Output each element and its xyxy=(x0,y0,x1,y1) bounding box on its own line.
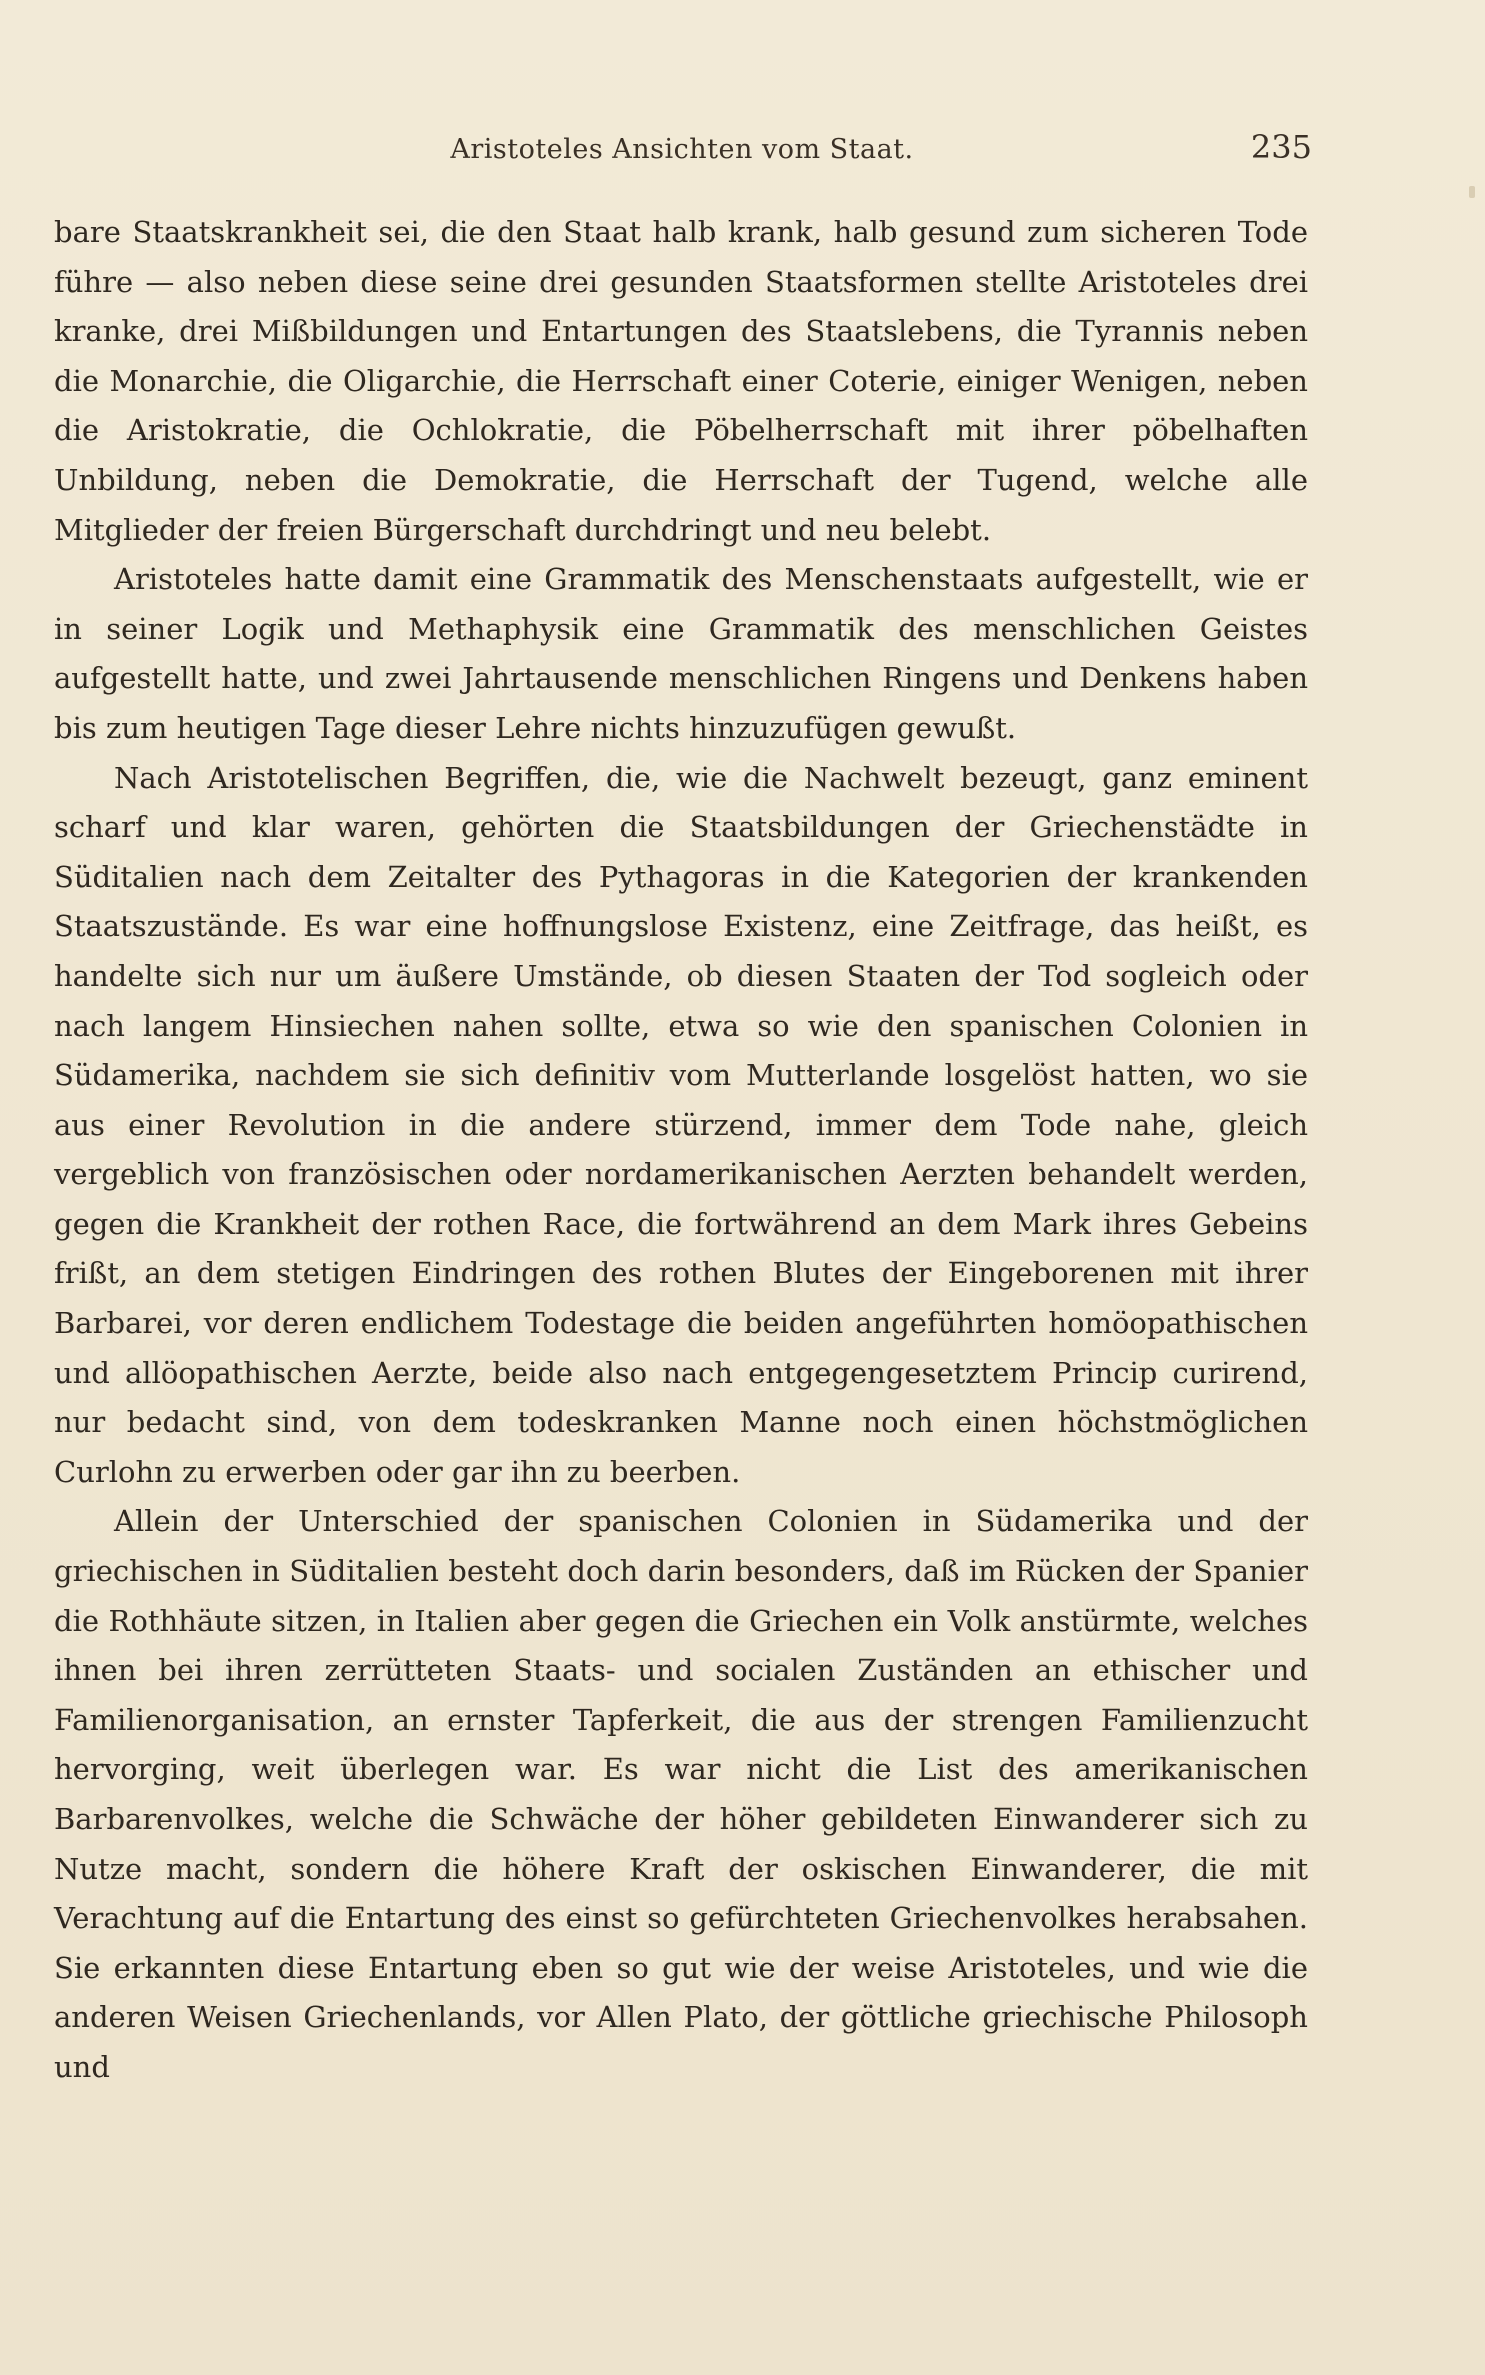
running-title: Aristoteles Ansichten vom Staat. xyxy=(450,134,914,165)
page-header xyxy=(52,128,1312,172)
paragraph-3: Nach Aristotelischen Begriffen, die, wie die Nachwelt bezeugt, ganz eminent scharf und klar waren, gehörten die Staatsbildungen der Griechenstädte in Süditalien nach dem Zeitalter des Pythagoras in die Kategorien der krankenden Staatszustände. Es war eine hoffnungslose Existenz, eine Zeitfrage, das heißt, es handelte sich nur um äußere Umstände, ob diesen Staaten der Tod sogleich oder nach langem Hinsiechen nahen sollte, etwa so wie den spanischen Colonien in Südamerika, nachdem sie sich definitiv vom Mutterlande losgelöst hatten, wo sie aus einer Revolution in die andere stürzend, immer dem Tode nahe, gleich vergeblich von französischen oder nordamerikanischen Aerzten behandelt werden, gegen die Krankheit der rothen Race, die fortwährend an dem Mark ihres Gebeins frißt, an dem stetigen Eindringen des rothen Blutes der Eingeborenen mit ihrer Barbarei, vor deren endlichem Todestage die beiden angeführten homöopathischen und allöopathischen Aerzte, beide also nach entgegengesetztem Princip curirend, nur bedacht sind, von dem todeskranken Manne noch einen höchstmöglichen Curlohn zu erwerben oder gar ihn zu beerben. xyxy=(54,760,1308,1489)
paragraph-1: bare Staatskrankheit sei, die den Staat halb krank, halb gesund zum sicheren Tode führe — also neben diese seine drei gesunden Staatsformen stellte Aristoteles drei kranke, drei Mißbildungen und Entartungen des Staatslebens, die Tyrannis neben die Monarchie, die Oligarchie, die Herrschaft einer Coterie, einiger Wenigen, neben die Aristokratie, die Ochlokratie, die Pöbelherrschaft mit ihrer pöbelhaften Unbildung, neben die Demokratie, die Herrschaft der Tugend, welche alle Mitglieder der freien Bürgerschaft durchdringt und neu belebt. xyxy=(54,215,1308,547)
paragraph-4: Allein der Unterschied der spanischen Colonien in Südamerika und der griechischen in Süditalien besteht doch darin besonders, daß im Rücken der Spanier die Rothhäute sitzen, in Italien aber gegen die Griechen ein Volk anstürmte, welches ihnen bei ihren zerrütteten Staats- und socialen Zuständen an ethischer und Familienorganisation, an ernster Tapferkeit, die aus der strengen Familienzucht hervorging, weit überlegen war. Es war nicht die List des amerikanischen Barbarenvolkes, welche die Schwäche der höher gebildeten Einwanderer sich zu Nutze macht, sondern die höhere Kraft der oskischen Einwanderer, die mit Verachtung auf die Entartung des einst so gefürchteten Griechenvolkes herabsahen. Sie erkannten diese Entartung eben so gut wie der weise Aristoteles, und wie die anderen Weisen Griechenlands, vor Allen Plato, der göttliche griechische Philosoph und xyxy=(54,1504,1308,2084)
page-number: 235 xyxy=(1250,128,1312,166)
body-text xyxy=(54,208,1308,2093)
paragraph-2: Aristoteles hatte damit eine Grammatik des Menschenstaats aufgestellt, wie er in seiner Logik und Methaphysik eine Grammatik des menschlichen Geistes aufgestellt hatte, und zwei Jahrtausende menschlichen Ringens und Denkens haben bis zum heutigen Tage dieser Lehre nichts hinzuzufügen gewußt. xyxy=(54,562,1308,745)
page-edge-mark xyxy=(1469,186,1475,198)
